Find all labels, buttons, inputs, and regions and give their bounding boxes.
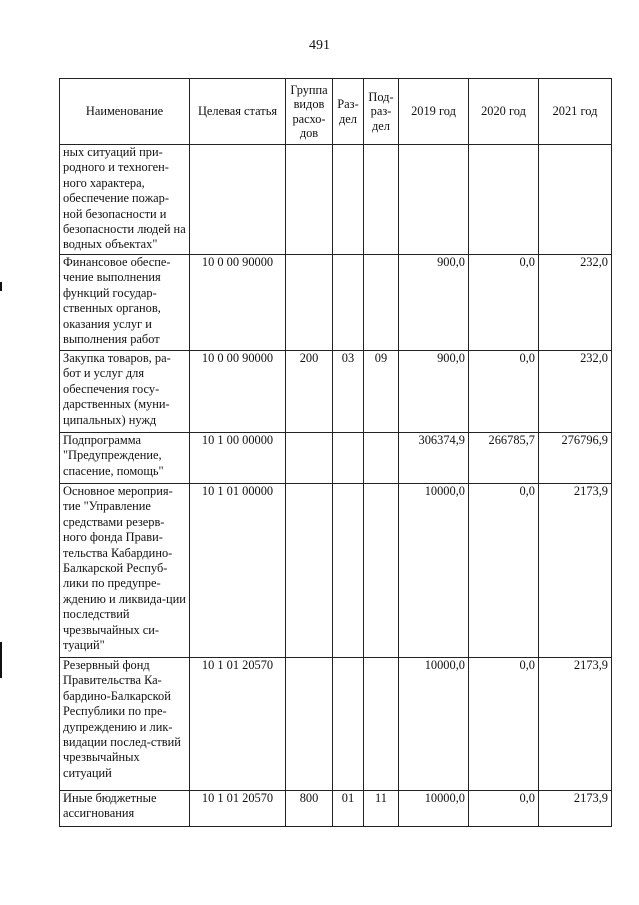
cell-name: Основное мероприя-тие "Управление средствами резерв-ного фонда Прави-тельства Кабардино-Балкарской Респуб-лики по предупре-ждению и ликвида-ции последствий чрезвычайных си-туаций" — [60, 484, 190, 658]
table-row — [60, 484, 612, 658]
cell-2020: 0,0 — [469, 658, 539, 791]
scan-mark — [0, 642, 2, 678]
cell-section — [333, 145, 364, 255]
cell-2019: 900,0 — [399, 255, 469, 351]
header-name: Наименование — [60, 79, 190, 145]
header-2021: 2021 год — [539, 79, 612, 145]
cell-2021 — [539, 145, 612, 255]
header-section: Раз-дел — [333, 79, 364, 145]
cell-2020 — [469, 145, 539, 255]
cell-2020: 0,0 — [469, 791, 539, 827]
header-group: Группа видов расхо-дов — [286, 79, 333, 145]
cell-2021: 232,0 — [539, 351, 612, 433]
cell-target: 10 1 01 00000 — [190, 484, 286, 658]
cell-name: Иные бюджетные ассигнования — [60, 791, 190, 827]
header-row — [60, 79, 612, 145]
cell-section: 03 — [333, 351, 364, 433]
cell-group — [286, 255, 333, 351]
cell-group — [286, 433, 333, 484]
cell-2020: 0,0 — [469, 255, 539, 351]
cell-2019: 306374,9 — [399, 433, 469, 484]
header-target: Целевая статья — [190, 79, 286, 145]
cell-target — [190, 145, 286, 255]
cell-subsection — [364, 484, 399, 658]
cell-subsection: 11 — [364, 791, 399, 827]
cell-2020: 0,0 — [469, 351, 539, 433]
header-subsection: Под-раз-дел — [364, 79, 399, 145]
cell-2019: 10000,0 — [399, 791, 469, 827]
cell-2021: 276796,9 — [539, 433, 612, 484]
table-row — [60, 791, 612, 827]
cell-group: 200 — [286, 351, 333, 433]
cell-2019 — [399, 145, 469, 255]
cell-name: Закупка товаров, ра-бот и услуг для обеспечения госу-дарственных (муни-ципальных) нужд — [60, 351, 190, 433]
table-row — [60, 255, 612, 351]
cell-2020: 0,0 — [469, 484, 539, 658]
cell-target: 10 0 00 90000 — [190, 351, 286, 433]
table-row — [60, 351, 612, 433]
cell-subsection: 09 — [364, 351, 399, 433]
cell-group — [286, 484, 333, 658]
cell-section — [333, 484, 364, 658]
cell-target: 10 1 01 20570 — [190, 791, 286, 827]
cell-section — [333, 658, 364, 791]
page-number: 491 — [309, 38, 330, 53]
cell-section: 01 — [333, 791, 364, 827]
header-2019: 2019 год — [399, 79, 469, 145]
cell-2020: 266785,7 — [469, 433, 539, 484]
cell-name: Подпрограмма "Предупреждение, спасение, помощь" — [60, 433, 190, 484]
table-row — [60, 433, 612, 484]
cell-2021: 2173,9 — [539, 484, 612, 658]
cell-subsection — [364, 658, 399, 791]
cell-2021: 2173,9 — [539, 658, 612, 791]
cell-2019: 10000,0 — [399, 484, 469, 658]
cell-subsection — [364, 255, 399, 351]
budget-table — [59, 78, 612, 827]
cell-2019: 10000,0 — [399, 658, 469, 791]
cell-section — [333, 433, 364, 484]
cell-subsection — [364, 145, 399, 255]
cell-name: Резервный фонд Правительства Ка-бардино-Балкарской Республики по пре-дупреждению и лик-видации послед-ствий чрезвычайных ситуаций — [60, 658, 190, 791]
cell-target: 10 1 00 00000 — [190, 433, 286, 484]
header-2020: 2020 год — [469, 79, 539, 145]
cell-section — [333, 255, 364, 351]
table-row — [60, 658, 612, 791]
cell-2021: 232,0 — [539, 255, 612, 351]
cell-group — [286, 145, 333, 255]
cell-2021: 2173,9 — [539, 791, 612, 827]
cell-group: 800 — [286, 791, 333, 827]
cell-name: Финансовое обеспе-чение выполнения функций государ-ственных органов, оказания услуг и выполнения работ — [60, 255, 190, 351]
cell-2019: 900,0 — [399, 351, 469, 433]
table-row — [60, 145, 612, 255]
cell-target: 10 0 00 90000 — [190, 255, 286, 351]
cell-subsection — [364, 433, 399, 484]
cell-target: 10 1 01 20570 — [190, 658, 286, 791]
cell-group — [286, 658, 333, 791]
scan-mark — [0, 282, 2, 291]
cell-name: ных ситуаций при-родного и техноген-ного характера, обеспечение пожар-ной безопасности и безопасности людей на водных объектах" — [60, 145, 190, 255]
